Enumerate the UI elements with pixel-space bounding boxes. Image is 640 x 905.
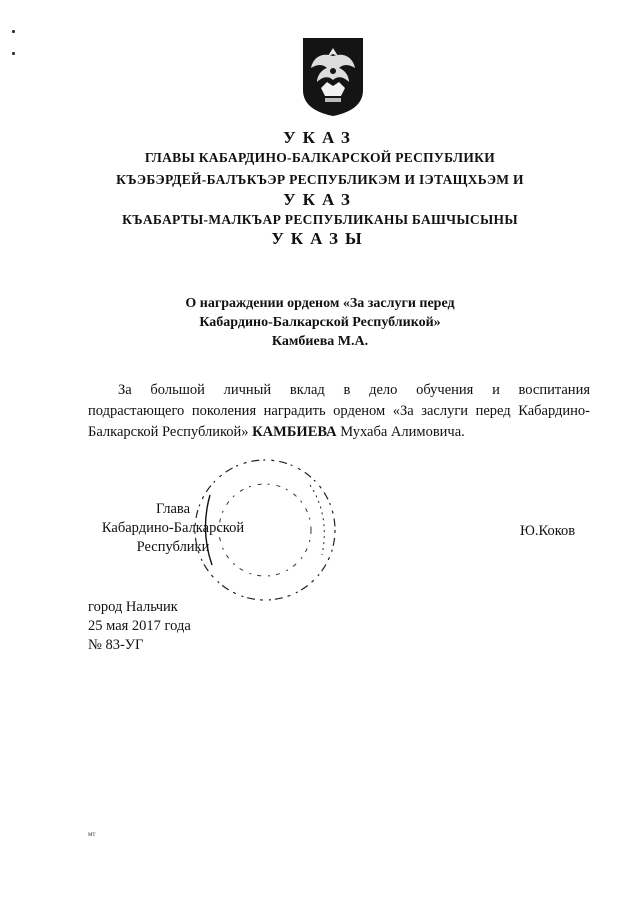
body-line-2: подрастающего поколения наградить орденом «За заслуги перед Кабардино- xyxy=(88,403,590,419)
body-line-3 xyxy=(88,422,590,443)
heading-balkar: КЪАБАРТЫ-МАЛКЪАР РЕСПУБЛИКАНЫ БАШЧЫСЫНЫ xyxy=(122,212,518,227)
decree-title-line-2: Кабардино-Балкарской Республикой» xyxy=(199,315,441,330)
coat-of-arms-icon xyxy=(303,38,363,116)
decree-city: город Нальчик xyxy=(88,599,178,615)
body-line-1: За большой личный вклад в дело обучения и воспитания xyxy=(118,382,590,398)
corner-note: мт xyxy=(88,830,96,838)
decree-title-line-1: О награждении орденом «За заслуги перед xyxy=(185,296,455,311)
decree-number: № 83-УГ xyxy=(88,637,144,653)
decree-heading-1: УКАЗ xyxy=(283,128,357,147)
scan-speck xyxy=(12,30,15,33)
decree-heading-2: УКАЗ xyxy=(283,190,357,209)
signatory-position-line-3: Республики xyxy=(136,539,210,555)
heading-kabardian: КЪЭБЭРДЕЙ-БАЛЪКЪЭР РЕСПУБЛИКЭМ И ІЭТАЩХЬЭМ И xyxy=(116,172,524,187)
decree-body xyxy=(88,380,590,443)
decree-footer xyxy=(88,598,191,655)
awardee-surname: КАМБИЕВА xyxy=(252,424,337,440)
coat-of-arms-emblem xyxy=(303,38,363,116)
decree-date: 25 мая 2017 года xyxy=(88,618,191,634)
body-line-3-suffix: Мухаба Алимовича. xyxy=(336,424,465,440)
scan-speck xyxy=(12,52,15,55)
signatory-name: Ю.Коков xyxy=(520,523,576,539)
body-line-3-prefix: Балкарской Республикой» xyxy=(88,424,253,440)
signatory-position-line-2: Кабардино-Балкарской xyxy=(101,520,245,536)
decree-heading-3: УКАЗЫ xyxy=(271,229,369,248)
signatory-position-line-1: Глава xyxy=(155,501,191,517)
decree-title-line-3: Камбиева М.А. xyxy=(271,334,369,349)
signatory-position xyxy=(88,500,258,557)
heading-russian: ГЛАВЫ КАБАРДИНО-БАЛКАРСКОЙ РЕСПУБЛИКИ xyxy=(144,150,496,165)
